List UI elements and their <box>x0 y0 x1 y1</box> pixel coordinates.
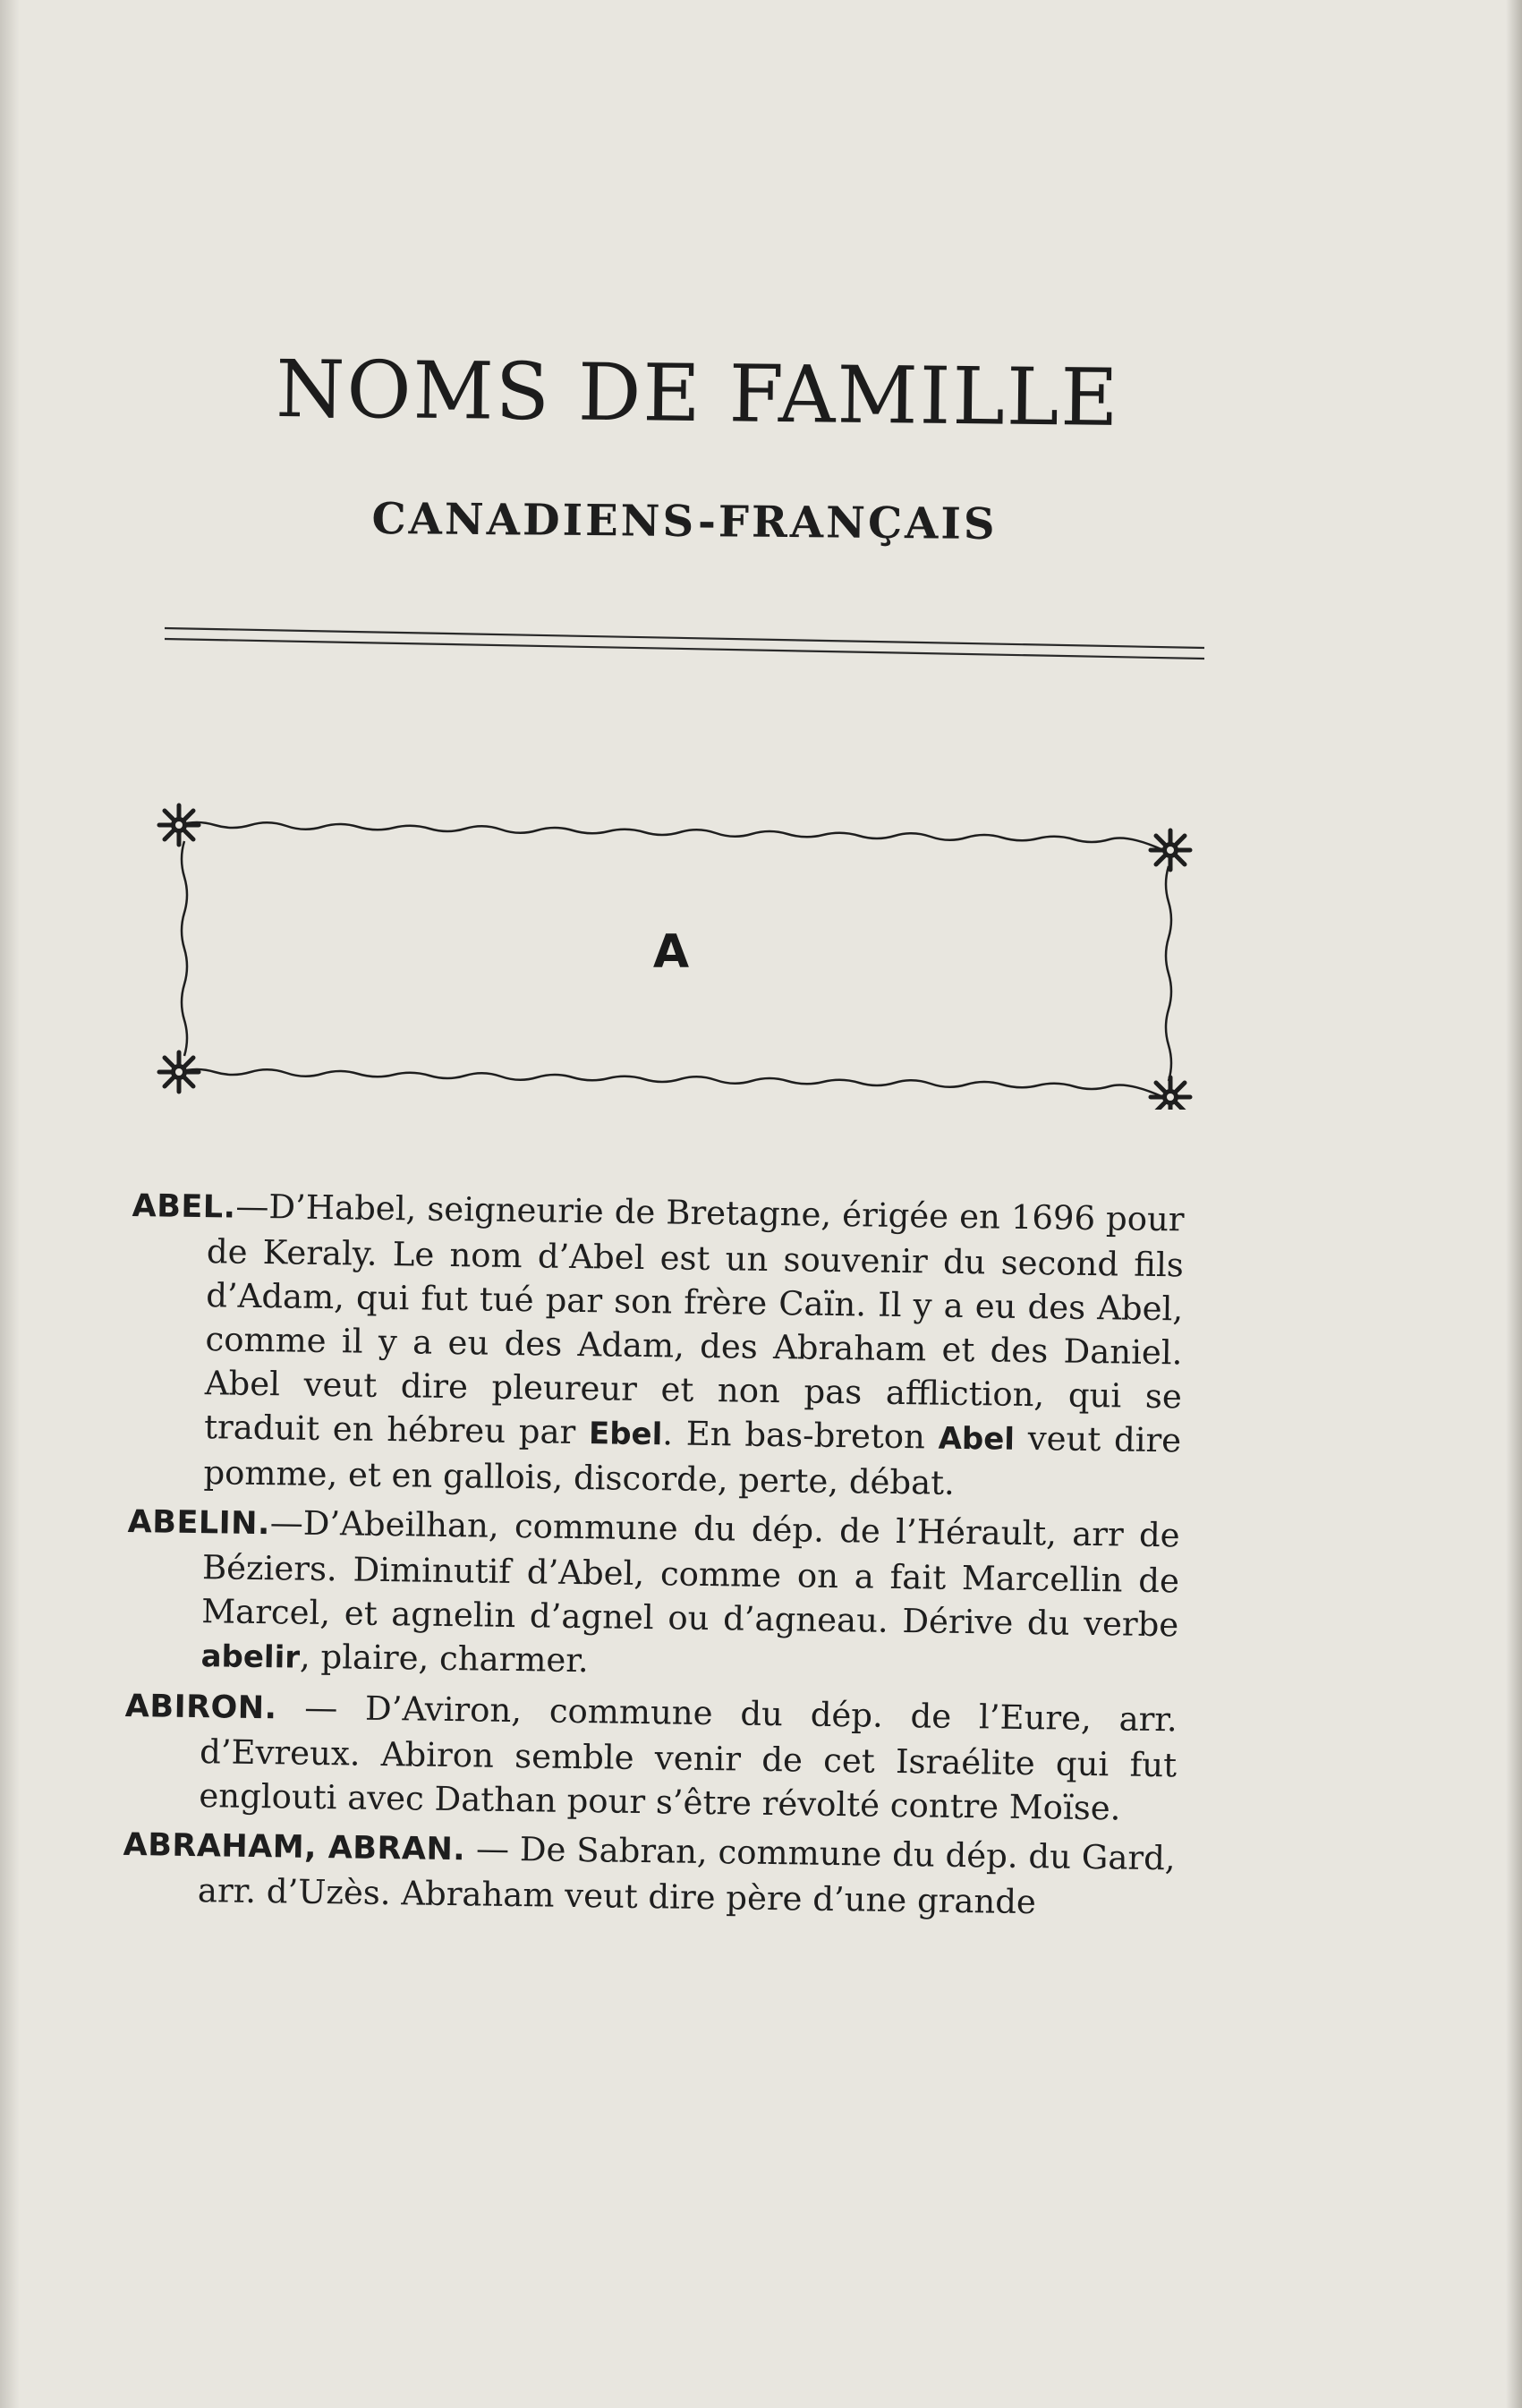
entry-headword: ABEL. <box>132 1187 236 1226</box>
page-left-edge <box>0 0 20 2408</box>
entry-text: veut dire pomme, et en gallois, discorde, perte, débat. <box>203 1418 1182 1502</box>
entry-abel <box>128 1183 1185 1508</box>
entry-term: Ebel <box>588 1416 663 1453</box>
entry-abraham <box>123 1822 1176 1926</box>
page-right-edge <box>1506 0 1522 2408</box>
dictionary-entries <box>123 1183 1185 1931</box>
entry-text: D’Abeilhan, commune du dép. de l’Hérault, arr de Béziers. Diminutif d’Abel, comme on a fait Marcellin de Marcel, et agnelin d’agnel ou d’agneau. Dérive du verbe <box>201 1503 1180 1645</box>
page-subtitle: CANADIENS-FRANÇAIS <box>371 493 998 550</box>
corner-flourish-icon <box>159 1052 199 1092</box>
entry-dash: — <box>464 1829 521 1869</box>
double-rule-divider <box>161 617 1208 671</box>
entry-headword: ABRAHAM, ABRAN. <box>123 1826 466 1868</box>
entry-abelin <box>125 1499 1180 1692</box>
entry-dash: — <box>235 1187 269 1227</box>
entry-text: D’Habel, seigneurie de Bretagne, érigée en 1696 pour de Keraly. Le nom d’Abel est un souvenir du second fils d’Adam, qui fut tué par son frère Caïn. Il y a eu des Abel, comme il y a eu des Adam, des Abraham et des Daniel. Abel veut dire pleureur et non pas affliction, qui se traduit en hébreu par <box>203 1187 1185 1452</box>
entry-text: De Sabran, commune du dép. du Gard, arr. d’Uzès. Abraham veut dire père d’une grande <box>197 1830 1176 1922</box>
entry-term: abelir <box>200 1638 301 1676</box>
entry-abiron <box>123 1683 1178 1831</box>
entry-dash: — <box>269 1503 304 1543</box>
page-title: NOMS DE FAMILLE <box>275 343 1121 444</box>
corner-flourish-icon <box>159 805 199 845</box>
corner-flourish-icon <box>1151 830 1190 870</box>
frame-top-wavy-line <box>179 822 1163 850</box>
entry-term: Abel <box>938 1420 1016 1458</box>
frame-right-wavy-line <box>1166 866 1171 1081</box>
entry-text: . En bas-breton <box>661 1414 939 1457</box>
frame-bottom-wavy-line <box>179 1069 1163 1097</box>
entry-text: , plaire, charmer. <box>299 1637 590 1680</box>
entry-headword: ABELIN. <box>127 1503 271 1543</box>
entry-headword: ABIRON. <box>124 1688 277 1727</box>
section-letter: A <box>652 925 690 979</box>
entry-dash: — <box>276 1688 366 1728</box>
frame-left-wavy-line <box>182 841 187 1056</box>
entry-text: D’Aviron, commune du dép. de l’Eure, arr. d’Evreux. Abiron semble venir de cet Israélite qui fut englouti avec Dathan pour s’être révolté contre Moïse. <box>199 1689 1178 1828</box>
